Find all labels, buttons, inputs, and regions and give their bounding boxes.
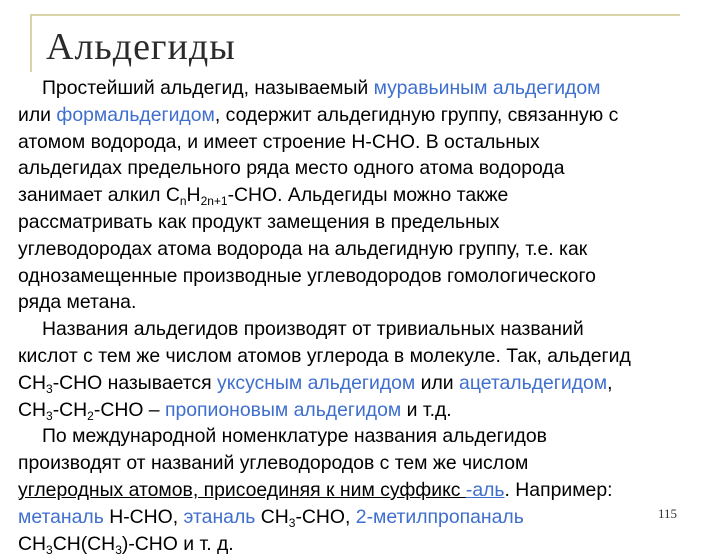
page-number: 115 (658, 506, 678, 521)
term-acetaldehyde: ацетальдегидом (459, 371, 608, 394)
paragraph-2-line-4: $CH_3-CH_2$-CHO – пропионовым альдегидом и т.д. (18, 398, 452, 423)
paragraph-3-line-1: По международной номенклатуре названия альдегидов (42, 425, 547, 448)
paragraph-1-line-5: занимает алкил $C_nH_{2n+1}$-CHO. Альдегиды можно также (18, 184, 509, 209)
paragraph-3-line-2: производят от названий углеводородов с тем же числом (18, 452, 529, 475)
term-propionic-aldehyde: пропионовым альдегидом (164, 398, 402, 421)
paragraph-2-line-1: Названия альдегидов производят от тривиальных названий (42, 318, 584, 341)
paragraph-1-line-6: рассматривать как продукт замещения в предельных (18, 210, 500, 233)
paragraph-3-line-3: углеродных атомов, присоединяя к ним суффикс -аль. Например: (18, 478, 613, 501)
paragraph-1-line-8: однозамещенные производные углеводородов гомологического (18, 264, 596, 287)
term-2-methylpropanal: 2-метилпропаналь (355, 505, 524, 528)
term-formaldehyde: формальдегидом (56, 103, 215, 126)
slide-body (18, 75, 718, 557)
paragraph-1-line-9: ряда метана. (18, 291, 137, 314)
slide-frame-top-rule (30, 14, 680, 16)
paragraph-2-line-3: $CH_3$-CHO называется уксусным альдегидом или ацетальдегидом, (18, 371, 613, 396)
term-methanal: метаналь (18, 505, 104, 528)
paragraph-3-line-5: $CH_3CH(CH_3)$-CHO и т. д. (18, 532, 234, 557)
paragraph-1-line-7: углеводородах атома водорода на альдегидную группу, т.е. как (18, 237, 588, 260)
term-ethanal: этаналь (183, 505, 256, 528)
term-suffix-al: -аль (465, 478, 505, 501)
paragraph-3-line-4: метаналь H-CHO, этаналь $CH_3$-CHO, 2-метилпропаналь (18, 505, 524, 530)
slide-title: Альдегиды (46, 26, 236, 68)
term-formic-aldehyde: муравьиным альдегидом (373, 77, 601, 99)
paragraph-1-line-4: альдегидах предельного ряда место одного атома водорода (18, 157, 565, 180)
paragraph-2-line-2: кислот с тем же числом атомов углерода в молекуле. Так, альдегид (18, 344, 631, 367)
slide-frame-left-rule (30, 14, 32, 72)
paragraph-1-line-3: атомом водорода, и имеет строение H-CHO. В остальных (18, 130, 540, 153)
term-acetic-aldehyde: уксусным альдегидом (217, 371, 416, 394)
paragraph-1-line-2: или формальдегидом, содержит альдегидную группу, связанную с (18, 103, 619, 126)
paragraph-1-line-1: Простейший альдегид, называемый муравьиным альдегидом (42, 77, 601, 99)
